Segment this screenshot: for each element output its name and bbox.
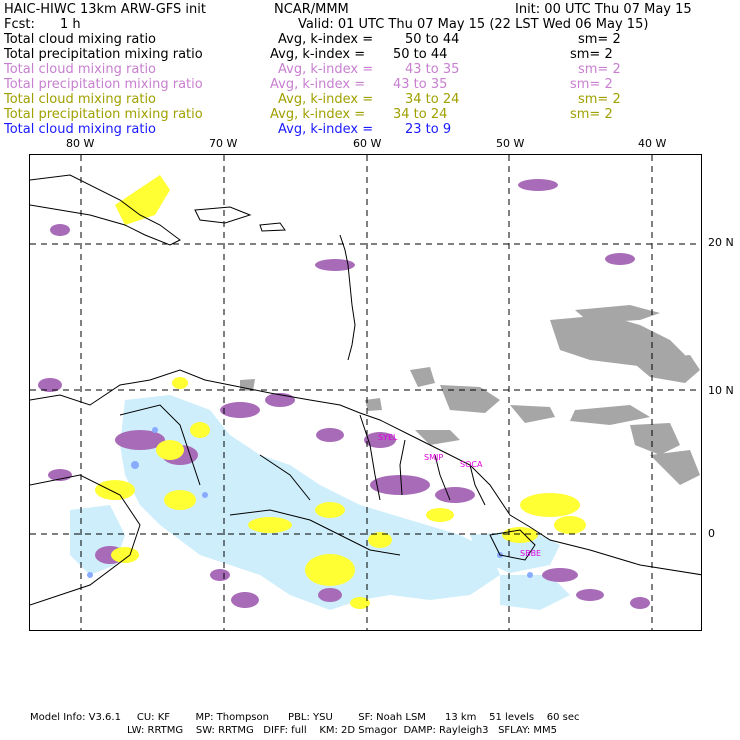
field-range: 43 to 35 bbox=[393, 77, 448, 92]
field-range: 50 to 44 bbox=[405, 32, 460, 47]
field-name: Total precipitation mixing ratio bbox=[4, 107, 203, 122]
lon-label: 60 W bbox=[353, 137, 382, 150]
map-panel bbox=[29, 154, 702, 631]
forecast-hour: 1 h bbox=[60, 17, 81, 32]
field-name: Total precipitation mixing ratio bbox=[4, 47, 203, 62]
field-sm: sm= 2 bbox=[570, 107, 613, 122]
map-title: HAIC-HIWC 13km ARW-GFS init bbox=[4, 2, 206, 17]
lon-label: 70 W bbox=[209, 137, 238, 150]
institution-label: NCAR/MMM bbox=[274, 2, 349, 17]
init-time: Init: 00 UTC Thu 07 May 15 bbox=[515, 2, 692, 17]
lon-label: 80 W bbox=[66, 137, 95, 150]
field-avg: Avg, k-index = bbox=[278, 32, 374, 47]
lat-label: 20 N bbox=[708, 236, 734, 249]
valid-time: Valid: 01 UTC Thu 07 May 15 (22 LST Wed 06 May 15) bbox=[298, 17, 649, 32]
field-range: 43 to 35 bbox=[405, 62, 460, 77]
field-avg: Avg, k-index = bbox=[270, 107, 366, 122]
field-range: 34 to 24 bbox=[405, 92, 460, 107]
model-info-line1: Model Info: V3.6.1 CU: KF MP: Thompson PBL: YSU SF: Noah LSM 13 km 51 levels 60 sec bbox=[30, 712, 580, 723]
gray-cloud-layer bbox=[240, 305, 700, 485]
field-sm: sm= 2 bbox=[570, 47, 613, 62]
field-avg: Avg, k-index = bbox=[270, 47, 366, 62]
field-avg: Avg, k-index = bbox=[270, 77, 366, 92]
field-name: Total cloud mixing ratio bbox=[4, 62, 157, 77]
lat-label: 10 N bbox=[708, 384, 734, 397]
field-sm: sm= 2 bbox=[578, 92, 621, 107]
station-label: SMJP bbox=[424, 453, 444, 462]
field-name: Total cloud mixing ratio bbox=[4, 32, 157, 47]
field-sm: sm= 2 bbox=[578, 32, 621, 47]
map-canvas bbox=[30, 155, 702, 631]
field-name: Total cloud mixing ratio bbox=[4, 122, 157, 137]
lat-label: 0 bbox=[708, 527, 715, 540]
station-label: SOCA bbox=[460, 460, 483, 469]
field-range: 34 to 24 bbox=[393, 107, 448, 122]
lon-label: 50 W bbox=[496, 137, 525, 150]
field-name: Total precipitation mixing ratio bbox=[4, 77, 203, 92]
field-sm: sm= 2 bbox=[570, 77, 613, 92]
station-label: SBBE bbox=[520, 549, 542, 558]
field-range: 23 to 9 bbox=[405, 122, 452, 137]
model-info-line2: LW: RRTMG SW: RRTMG DIFF: full KM: 2D Smagor DAMP: Rayleigh3 SFLAY: MM5 bbox=[127, 725, 557, 736]
field-avg: Avg, k-index = bbox=[278, 122, 374, 137]
field-avg: Avg, k-index = bbox=[278, 62, 374, 77]
field-avg: Avg, k-index = bbox=[278, 92, 374, 107]
field-sm: sm= 2 bbox=[578, 62, 621, 77]
field-name: Total cloud mixing ratio bbox=[4, 92, 157, 107]
station-label: SYEL bbox=[378, 433, 398, 442]
forecast-label: Fcst: bbox=[4, 17, 35, 32]
lon-label: 40 W bbox=[638, 137, 667, 150]
field-range: 50 to 44 bbox=[393, 47, 448, 62]
